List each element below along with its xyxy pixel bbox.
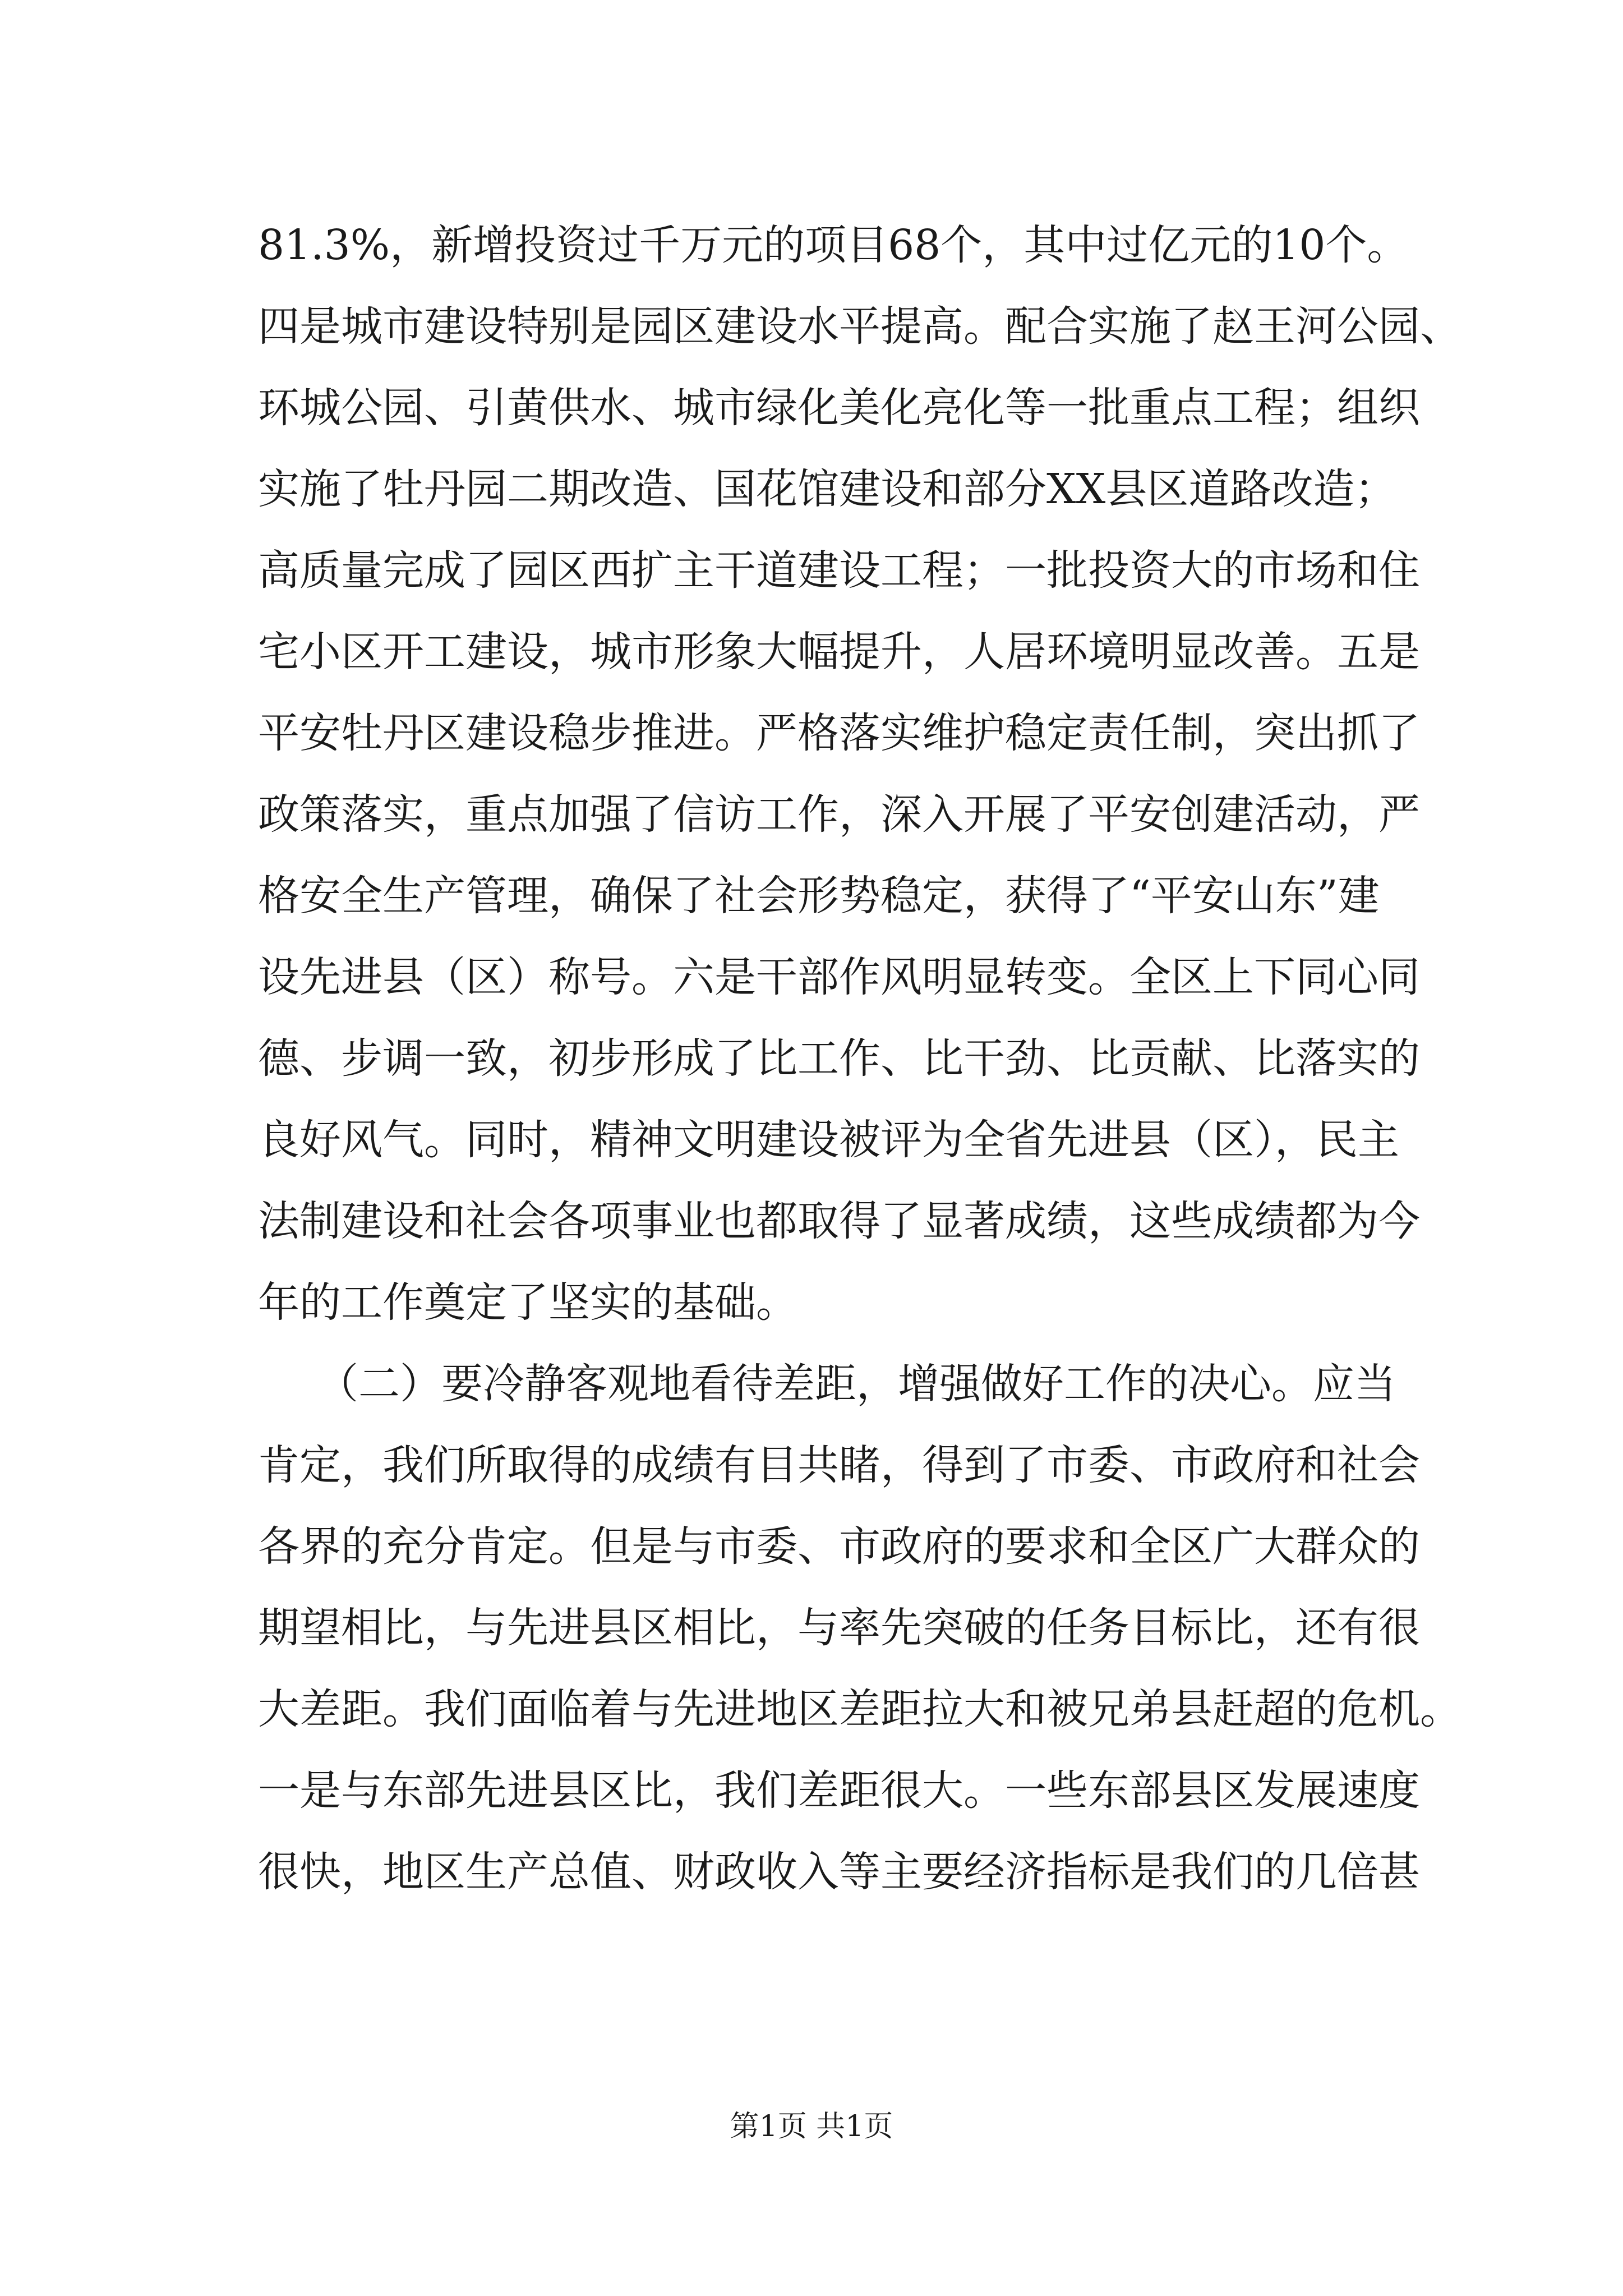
- text-line-19: 大差距。我们面临着与先进地区差距拉大和被兄弟县赶超的危机。: [258, 1685, 1461, 1733]
- section-heading-line: （二）要冷静客观地看待差距，增强做好工作的决心。应当: [317, 1360, 1396, 1408]
- text-line-6: 宅小区开工建设，城市形象大幅提升，人居环境明显改善。五是: [258, 628, 1420, 676]
- text-line-14: 年的工作奠定了坚实的基础。: [258, 1278, 797, 1327]
- text-line-2: 四是城市建设特别是园区建设水平提高。配合实施了赵王河公园、: [258, 302, 1461, 351]
- text-line-11: 德、步调一致，初步形成了比工作、比干劲、比贡献、比落实的: [258, 1034, 1420, 1083]
- text-line-18: 期望相比，与先进县区相比，与率先突破的任务目标比，还有很: [258, 1604, 1420, 1652]
- page-number-footer: 第1页 共1页: [730, 2110, 893, 2143]
- text-line-17: 各界的充分肯定。但是与市委、市政府的要求和全区广大群众的: [258, 1522, 1420, 1571]
- text-line-5: 高质量完成了园区西扩主干道建设工程；一批投资大的市场和住: [258, 546, 1420, 595]
- text-line-20: 一是与东部先进县区比，我们差距很大。一些东部县区发展速度: [258, 1766, 1420, 1815]
- text-line-7: 平安牡丹区建设稳步推进。严格落实维护稳定责任制，突出抓了: [258, 709, 1420, 757]
- text-line-21: 很快，地区生产总值、财政收入等主要经济指标是我们的几倍甚: [258, 1848, 1420, 1896]
- text-line-16: 肯定，我们所取得的成绩有目共睹，得到了市委、市政府和社会: [258, 1441, 1420, 1489]
- text-line-4: 实施了牡丹园二期改造、国花馆建设和部分XX县区道路改造；: [258, 465, 1396, 513]
- text-line-3: 环城公园、引黄供水、城市绿化美化亮化等一批重点工程；组织: [258, 384, 1420, 432]
- text-line-8: 政策落实，重点加强了信访工作，深入开展了平安创建活动，严: [258, 790, 1420, 839]
- text-line-10: 设先进县（区）称号。六是干部作风明显转变。全区上下同心同: [258, 953, 1420, 1001]
- text-line-12: 良好风气。同时，精神文明建设被评为全省先进县（区），民主: [258, 1116, 1399, 1164]
- text-line-13: 法制建设和社会各项事业也都取得了显著成绩，这些成绩都为今: [258, 1197, 1420, 1245]
- text-line-1: 81.3%，新增投资过千万元的项目68个，其中过亿元的10个。: [258, 221, 1409, 269]
- text-line-9: 格安全生产管理，确保了社会形势稳定，获得了“平安山东”建: [258, 872, 1380, 920]
